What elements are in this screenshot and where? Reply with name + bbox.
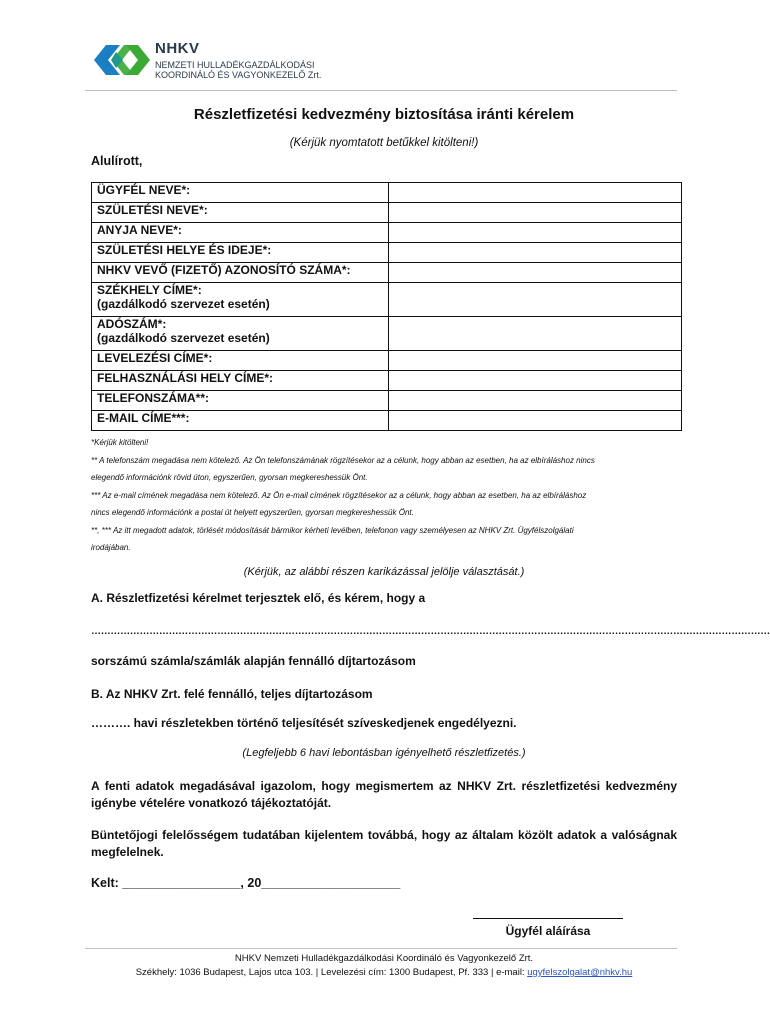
form-label: SZÜLETÉSI HELYE ÉS IDEJE*: [97,243,272,257]
form-value-cell[interactable] [389,203,682,223]
form-label: TELEFONSZÁMA**: [97,391,209,405]
form-value-cell[interactable] [389,317,682,351]
form-label: ADÓSZÁM*: [97,317,167,331]
form-row [92,243,682,263]
footnote-line: ** A telefonszám megadása nem kötelező. Az Ön telefonszámának rögzítésekor az a célunk, hogy abban az esetben, ha az elbíráláshoz nincs [91,455,595,465]
option-b-text[interactable]: B. Az NHKV Zrt. felé fennálló, teljes díjtartozásom [91,687,373,701]
invoice-number-field[interactable]: ………………………………………………………………………………………………………………………………………………………………………………………… [91,626,770,637]
document-subtitle: (Kérjük nyomtatott betűkkel kitölteni!) [289,137,479,149]
form-row [92,263,682,283]
selection-hint: (Kérjük, az alábbi részen karikázással jelölje választását.) [243,566,525,578]
form-value-cell[interactable] [389,391,682,411]
footnote-line: **, *** Az itt megadott adatok, törlését módosítását bármikor kérheti levélben, telefonon vagy személyesen az NHKV Zrt. Ügyfélszolgálati [91,525,574,535]
form-row [92,223,682,243]
form-value-cell[interactable] [389,183,682,203]
form-row [92,203,682,223]
form-label-cell [92,263,389,283]
form-label-cell [92,351,389,371]
nhkv-logo-icon [90,40,154,80]
installment-months-field[interactable]: ………. havi részletekben történő teljesítését szíveskedjenek engedélyezni. [91,716,517,730]
form-label-note: (gazdálkodó szervezet esetén) [97,331,270,345]
form-label: FELHASZNÁLÁSI HELY CÍME*: [97,371,274,385]
form-value-cell[interactable] [389,371,682,391]
footnote-line: irodájában. [91,543,131,552]
form-label-cell [92,371,389,391]
form-label-cell [92,223,389,243]
form-label-cell [92,411,389,431]
form-label: ANYJA NEVE*: [97,223,182,237]
org-line-1: NEMZETI HULLADÉKGAZDÁLKODÁSI [155,60,315,70]
form-row [92,371,682,391]
form-row [92,283,682,317]
form-label: SZÉKHELY CÍME*: [97,283,202,297]
signature-line[interactable] [473,918,623,919]
form-label-cell [92,283,389,317]
form-row [92,183,682,203]
footer-email-link[interactable]: ugyfelszolgalat@nhkv.hu [527,967,633,978]
form-row [92,317,682,351]
footnote-line: *** Az e-mail címének megadása nem kötelező. Az Ön e-mail címének rögzítésekor az a célunk, hogy abban az esetben, ha az elbíráláshoz [91,490,587,500]
footnotes [91,434,683,557]
form-label-cell [92,243,389,263]
document-title: Részletfizetési kedvezmény biztosítása iránti kérelem [193,106,575,123]
form-label-cell [92,317,389,351]
footer-contact [0,967,768,978]
form-label-cell [92,391,389,411]
form-label: E-MAIL CÍME***: [97,411,190,425]
installment-limit-hint: (Legfeljebb 6 havi lebontásban igényelhető részletfizetés.) [242,747,526,759]
form-row [92,351,682,371]
footer-address: Székhely: 1036 Budapest, Lajos utca 103. | Levelezési cím: 1300 Budapest, Pf. 333 | e-mail: [135,967,528,978]
form-label: SZÜLETÉSI NEVE*: [97,203,208,217]
form-value-cell[interactable] [389,243,682,263]
form-row [92,411,682,431]
org-name: NHKV [155,40,200,57]
form-value-cell[interactable] [389,411,682,431]
statement-acknowledgement: A fenti adatok megadásával igazolom, hogy megismertem az NHKV Zrt. részletfizetési kedvezmény igénybe vételére vonatkozó tájékoztatóját. [91,779,677,810]
personal-data-table [91,182,682,431]
form-table-body [92,183,682,431]
greeting: Alulírott, [91,154,143,168]
form-value-cell[interactable] [389,263,682,283]
footnote-line: nincs elegendő információnk a postai út helyett egyszerűen, gyorsan megkereshessük Önt. [91,508,414,517]
footnote-line: *Kérjük kitölteni! [91,438,149,447]
footer-company: NHKV Nemzeti Hulladékgazdálkodási Koordináló és Vagyonkezelő Zrt. [234,953,534,964]
form-value-cell[interactable] [389,223,682,243]
form-label-cell [92,183,389,203]
footer-divider [85,948,677,949]
form-label-note: (gazdálkodó szervezet esetén) [97,297,270,311]
form-label: NHKV VEVŐ (FIZETŐ) AZONOSÍTÓ SZÁMA*: [97,263,351,277]
option-a-continuation: sorszámú számla/számlák alapján fennálló díjtartozásom [91,654,416,668]
date-field[interactable]: Kelt: _________________, 20____________________ [91,876,401,890]
form-value-cell[interactable] [389,351,682,371]
header-divider [85,90,677,91]
org-line-2: KOORDINÁLÓ ÉS VAGYONKEZELŐ Zrt. [155,70,322,80]
form-label: LEVELEZÉSI CÍME*: [97,351,213,365]
signature-label: Ügyfél aláírása [505,924,591,938]
footnote-line: elegendő információnk rövid úton, egyszerűen, gyorsan megkereshessük Önt. [91,473,368,482]
statement-liability: Büntetőjogi felelősségem tudatában kijelentem továbbá, hogy az általam közölt adatok a valóságnak megfelelnek. [91,828,677,859]
form-value-cell[interactable] [389,283,682,317]
option-a-text[interactable]: A. Részletfizetési kérelmet terjesztek elő, és kérem, hogy a [91,591,426,605]
form-label: ÜGYFÉL NEVE*: [97,183,191,197]
form-label-cell [92,203,389,223]
form-row [92,391,682,411]
